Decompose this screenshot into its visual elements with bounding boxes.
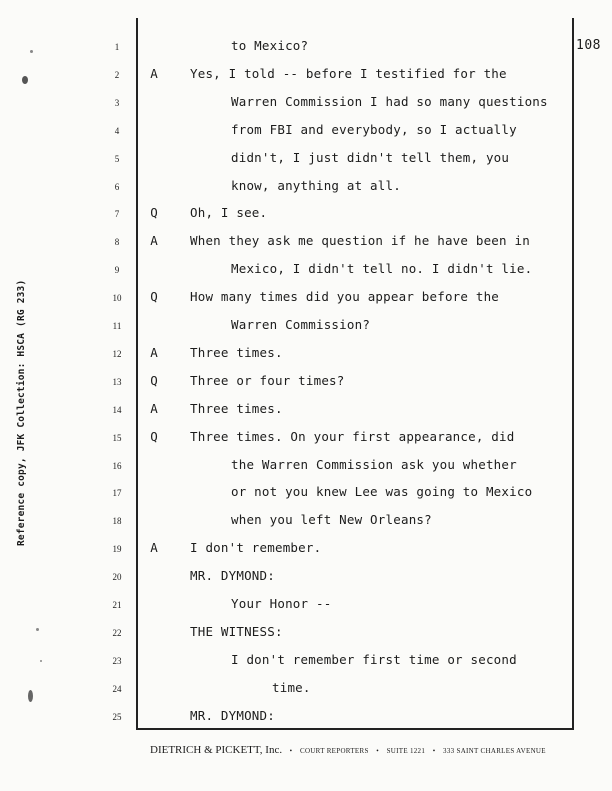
transcript-line bbox=[0, 512, 612, 532]
scan-speck bbox=[28, 690, 33, 702]
reporter-footer bbox=[150, 744, 570, 756]
line-text: from FBI and everybody, so I actually bbox=[231, 121, 517, 137]
suite-label: SUITE 1221 bbox=[386, 747, 426, 755]
line-number: 13 bbox=[112, 376, 122, 387]
line-text: know, anything at all. bbox=[231, 177, 401, 193]
transcript-line bbox=[0, 233, 612, 253]
line-number: 20 bbox=[112, 572, 122, 583]
scan-speck bbox=[22, 76, 28, 84]
speaker-label: A bbox=[150, 344, 158, 360]
line-text: or not you knew Lee was going to Mexico bbox=[231, 484, 533, 500]
line-text: How many times did you appear before the bbox=[190, 289, 500, 305]
speaker-label: A bbox=[150, 400, 158, 416]
line-text: Your Honor -- bbox=[231, 596, 332, 611]
transcript-line bbox=[0, 624, 612, 644]
scan-speck bbox=[30, 50, 33, 53]
line-text: Three times. On your first appearance, did bbox=[190, 428, 515, 444]
line-text: Mexico, I didn't tell no. I didn't lie. bbox=[231, 261, 533, 277]
transcript-line bbox=[0, 317, 612, 337]
line-text: Three or four times? bbox=[190, 372, 345, 388]
scan-speck bbox=[40, 660, 42, 662]
line-number: 9 bbox=[114, 265, 120, 276]
speaker-label: Q bbox=[150, 289, 158, 305]
line-number: 18 bbox=[112, 516, 122, 527]
transcript-line bbox=[0, 457, 612, 477]
transcript-line bbox=[0, 150, 612, 170]
footer-separator: • bbox=[432, 747, 436, 755]
speaker-label: A bbox=[150, 65, 158, 81]
line-text: Three times. bbox=[190, 344, 283, 360]
line-number: 19 bbox=[112, 544, 122, 555]
transcript-line bbox=[0, 708, 612, 728]
line-number: 15 bbox=[112, 432, 122, 443]
line-text: Warren Commission I had so many questions bbox=[231, 93, 548, 109]
speaker-label: Q bbox=[150, 428, 158, 444]
line-number: 22 bbox=[112, 627, 122, 638]
address-label: 333 SAINT CHARLES AVENUE bbox=[443, 747, 546, 755]
line-text: Warren Commission? bbox=[231, 317, 371, 332]
line-number: 24 bbox=[112, 683, 122, 694]
transcript-line bbox=[0, 289, 612, 309]
line-text: time. bbox=[272, 679, 311, 695]
line-number: 8 bbox=[114, 237, 120, 248]
footer-separator: • bbox=[289, 747, 293, 755]
line-text: I don't remember first time or second bbox=[231, 651, 517, 667]
line-number: 25 bbox=[112, 711, 122, 722]
transcript-line bbox=[0, 178, 612, 198]
line-number: 5 bbox=[114, 153, 120, 164]
line-text: Yes, I told -- before I testified for the bbox=[190, 65, 507, 81]
line-text: MR. DYMOND: bbox=[190, 568, 275, 584]
line-number: 4 bbox=[114, 125, 120, 136]
line-text: I don't remember. bbox=[190, 540, 322, 556]
transcript-line bbox=[0, 94, 612, 114]
line-number: 1 bbox=[114, 42, 120, 52]
line-text: When they ask me question if he have been in bbox=[190, 233, 530, 249]
line-number: 2 bbox=[114, 69, 120, 80]
speaker-label: Q bbox=[150, 205, 158, 221]
line-number: 23 bbox=[112, 655, 122, 666]
court-reporters-label: COURT REPORTERS bbox=[299, 747, 369, 755]
line-text: the Warren Commission ask you whether bbox=[231, 456, 517, 472]
line-number: 21 bbox=[112, 600, 122, 610]
transcript-line bbox=[0, 38, 612, 58]
line-text: to Mexico? bbox=[231, 38, 309, 53]
line-text: Three times. bbox=[190, 400, 283, 416]
line-text: when you left New Orleans? bbox=[231, 512, 432, 528]
transcript-line bbox=[0, 568, 612, 588]
transcript-line bbox=[0, 596, 612, 616]
line-text: Oh, I see. bbox=[190, 205, 268, 221]
transcript-line bbox=[0, 66, 612, 86]
transcript-line bbox=[0, 540, 612, 560]
speaker-label: A bbox=[150, 540, 158, 556]
speaker-label: A bbox=[150, 233, 158, 249]
archive-reference-note: Reference copy, JFK Collection: HSCA (RG 233) bbox=[16, 279, 27, 546]
transcript-line bbox=[0, 261, 612, 281]
line-text: didn't, I just didn't tell them, you bbox=[231, 149, 510, 165]
line-number: 16 bbox=[112, 460, 122, 471]
line-text: MR. DYMOND: bbox=[190, 707, 275, 723]
transcript-line bbox=[0, 652, 612, 672]
transcript-line bbox=[0, 401, 612, 421]
speaker-label: Q bbox=[150, 372, 158, 388]
line-number: 3 bbox=[114, 97, 120, 108]
line-number: 7 bbox=[114, 209, 120, 220]
line-text: THE WITNESS: bbox=[190, 623, 283, 639]
transcript-line bbox=[0, 122, 612, 142]
line-number: 10 bbox=[112, 293, 122, 304]
line-number: 14 bbox=[112, 404, 122, 415]
line-number: 11 bbox=[112, 321, 122, 331]
line-number: 17 bbox=[112, 488, 122, 499]
transcript-line bbox=[0, 429, 612, 449]
transcript-line bbox=[0, 345, 612, 365]
transcript-line bbox=[0, 205, 612, 225]
transcript-line bbox=[0, 484, 612, 504]
transcript-line bbox=[0, 373, 612, 393]
footer-separator: • bbox=[376, 747, 379, 755]
scan-speck bbox=[36, 628, 39, 631]
page-number: 108 bbox=[576, 38, 601, 53]
line-number: 6 bbox=[114, 181, 120, 192]
line-number: 12 bbox=[112, 348, 122, 359]
firm-name: DIETRICH & PICKETT, Inc. bbox=[150, 744, 283, 756]
transcript-line bbox=[0, 680, 612, 700]
